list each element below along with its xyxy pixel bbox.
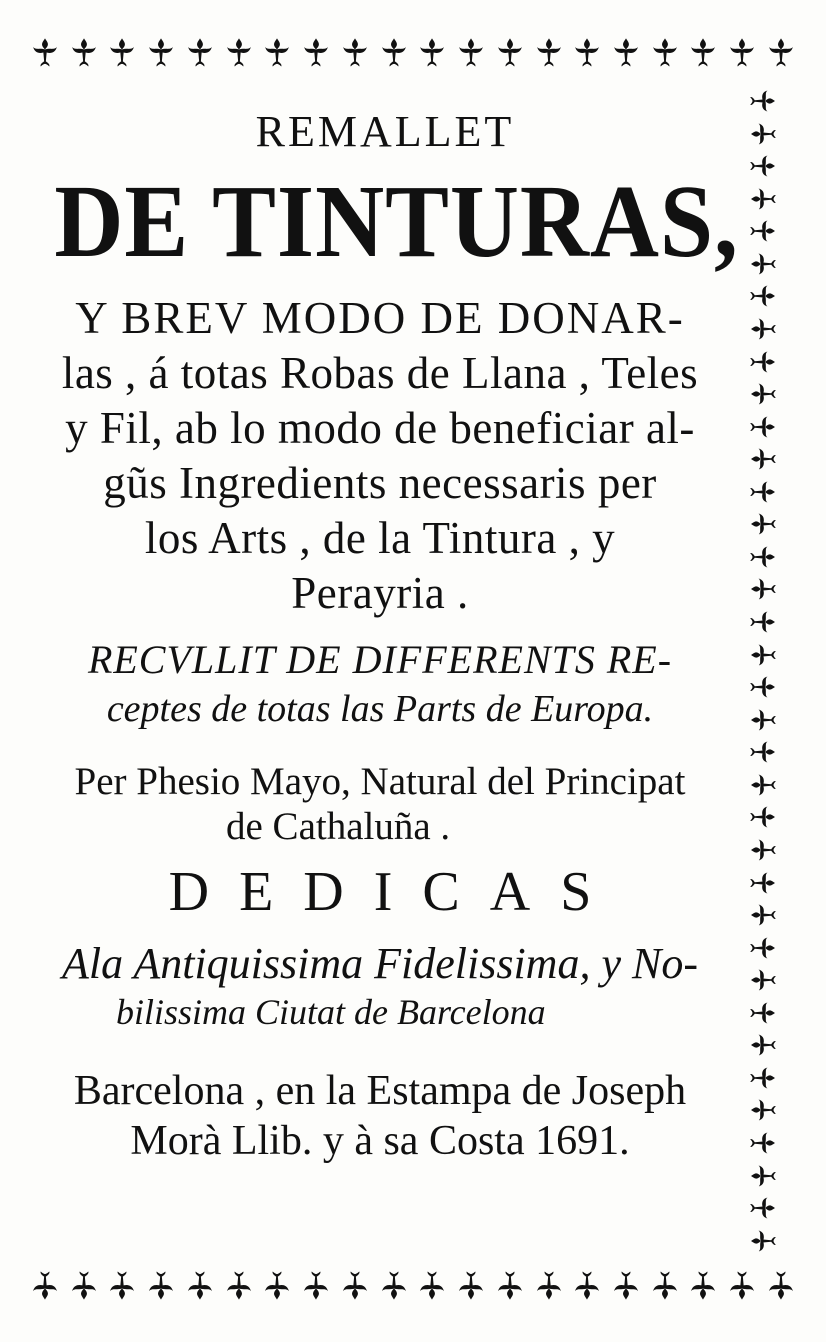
imprint-line: Morà Llib. y à sa Costa 1691. bbox=[130, 1118, 630, 1164]
fleuron-icon bbox=[746, 835, 780, 865]
fleuron-icon bbox=[648, 1269, 682, 1303]
fleuron-icon bbox=[144, 1269, 178, 1303]
fleuron-icon bbox=[493, 35, 527, 69]
fleuron-icon bbox=[260, 35, 294, 69]
right-ornament-border bbox=[736, 86, 790, 1256]
author-line: Per Phesio Mayo, Natural del Principat bbox=[74, 760, 686, 803]
fleuron-icon bbox=[746, 770, 780, 800]
fleuron-icon bbox=[746, 1095, 780, 1125]
fleuron-icon bbox=[746, 933, 780, 963]
fleuron-icon bbox=[746, 151, 780, 181]
fleuron-icon bbox=[746, 868, 780, 898]
fleuron-icon bbox=[746, 1128, 780, 1158]
fleuron-icon bbox=[746, 640, 780, 670]
fleuron-icon bbox=[746, 412, 780, 442]
fleuron-icon bbox=[746, 1063, 780, 1093]
imprint-line: Barcelona , en la Estampa de Joseph bbox=[73, 1068, 687, 1114]
fleuron-icon bbox=[183, 35, 217, 69]
dedicas-heading: DEDICAS bbox=[168, 861, 622, 923]
fleuron-icon bbox=[746, 574, 780, 604]
fleuron-icon bbox=[746, 965, 780, 995]
author-line: de Cathaluña . bbox=[226, 805, 451, 848]
fleuron-icon bbox=[299, 35, 333, 69]
fleuron-icon bbox=[746, 477, 780, 507]
fleuron-icon bbox=[105, 35, 139, 69]
subtitle-line: gũs Ingredients necessaris per bbox=[103, 458, 657, 508]
fleuron-icon bbox=[183, 1269, 217, 1303]
fleuron-icon bbox=[746, 705, 780, 735]
fleuron-icon bbox=[144, 35, 178, 69]
fleuron-icon bbox=[609, 1269, 643, 1303]
fleuron-icon bbox=[746, 184, 780, 214]
subtitle-line: las , á totas Robas de Llana , Teles bbox=[61, 348, 699, 398]
fleuron-icon bbox=[746, 802, 780, 832]
fleuron-icon bbox=[746, 607, 780, 637]
top-ornament-border bbox=[28, 28, 798, 76]
fleuron-icon bbox=[764, 1269, 798, 1303]
fleuron-icon bbox=[570, 35, 604, 69]
fleuron-icon bbox=[746, 119, 780, 149]
dedication-line: Ala Antiquissima Fidelissima, y No- bbox=[62, 939, 698, 988]
fleuron-icon bbox=[377, 35, 411, 69]
fleuron-icon bbox=[105, 1269, 139, 1303]
fleuron-icon bbox=[532, 1269, 566, 1303]
recullit-line: ceptes de totas las Parts de Europa. bbox=[106, 688, 654, 730]
fleuron-icon bbox=[67, 1269, 101, 1303]
subtitle-line: los Arts , de la Tintura , y bbox=[144, 513, 616, 563]
fleuron-icon bbox=[746, 86, 780, 116]
fleuron-icon bbox=[764, 35, 798, 69]
fleuron-icon bbox=[28, 1269, 62, 1303]
fleuron-icon bbox=[648, 35, 682, 69]
fleuron-icon bbox=[454, 1269, 488, 1303]
fleuron-icon bbox=[746, 281, 780, 311]
fleuron-icon bbox=[746, 444, 780, 474]
fleuron-icon bbox=[746, 900, 780, 930]
fleuron-icon bbox=[609, 35, 643, 69]
fleuron-icon bbox=[415, 35, 449, 69]
bottom-ornament-border bbox=[28, 1262, 798, 1310]
fleuron-icon bbox=[746, 249, 780, 279]
fleuron-icon bbox=[260, 1269, 294, 1303]
dedication-line: bilissima Ciutat de Barcelona bbox=[116, 992, 546, 1032]
fleuron-icon bbox=[725, 35, 759, 69]
fleuron-icon bbox=[570, 1269, 604, 1303]
fleuron-icon bbox=[746, 314, 780, 344]
fleuron-icon bbox=[746, 1226, 780, 1256]
recullit-line: RECVLLIT DE DIFFERENTS RE- bbox=[87, 637, 673, 682]
title-line-de-tinturas: DE TINTURAS, bbox=[54, 164, 739, 279]
title-text-block bbox=[26, 98, 739, 1164]
fleuron-icon bbox=[415, 1269, 449, 1303]
fleuron-icon bbox=[222, 35, 256, 69]
subtitle-line: y Fil, ab lo modo de beneficiar al- bbox=[65, 403, 695, 453]
subtitle-line: Perayria . bbox=[291, 568, 469, 618]
fleuron-icon bbox=[338, 35, 372, 69]
fleuron-icon bbox=[686, 1269, 720, 1303]
fleuron-icon bbox=[746, 216, 780, 246]
fleuron-icon bbox=[746, 347, 780, 377]
subtitle-line: Y BREV MODO DE DONAR- bbox=[75, 293, 685, 343]
fleuron-icon bbox=[725, 1269, 759, 1303]
fleuron-icon bbox=[746, 379, 780, 409]
fleuron-icon bbox=[222, 1269, 256, 1303]
title-line-remallet: REMALLET bbox=[255, 107, 515, 156]
fleuron-icon bbox=[377, 1269, 411, 1303]
fleuron-icon bbox=[28, 35, 62, 69]
fleuron-icon bbox=[746, 1030, 780, 1060]
fleuron-icon bbox=[746, 672, 780, 702]
fleuron-icon bbox=[67, 35, 101, 69]
fleuron-icon bbox=[493, 1269, 527, 1303]
fleuron-icon bbox=[746, 1193, 780, 1223]
fleuron-icon bbox=[454, 35, 488, 69]
fleuron-icon bbox=[746, 737, 780, 767]
fleuron-icon bbox=[686, 35, 720, 69]
fleuron-icon bbox=[746, 998, 780, 1028]
fleuron-icon bbox=[299, 1269, 333, 1303]
fleuron-icon bbox=[338, 1269, 372, 1303]
fleuron-icon bbox=[746, 509, 780, 539]
fleuron-icon bbox=[746, 1161, 780, 1191]
fleuron-icon bbox=[532, 35, 566, 69]
fleuron-icon bbox=[746, 542, 780, 572]
